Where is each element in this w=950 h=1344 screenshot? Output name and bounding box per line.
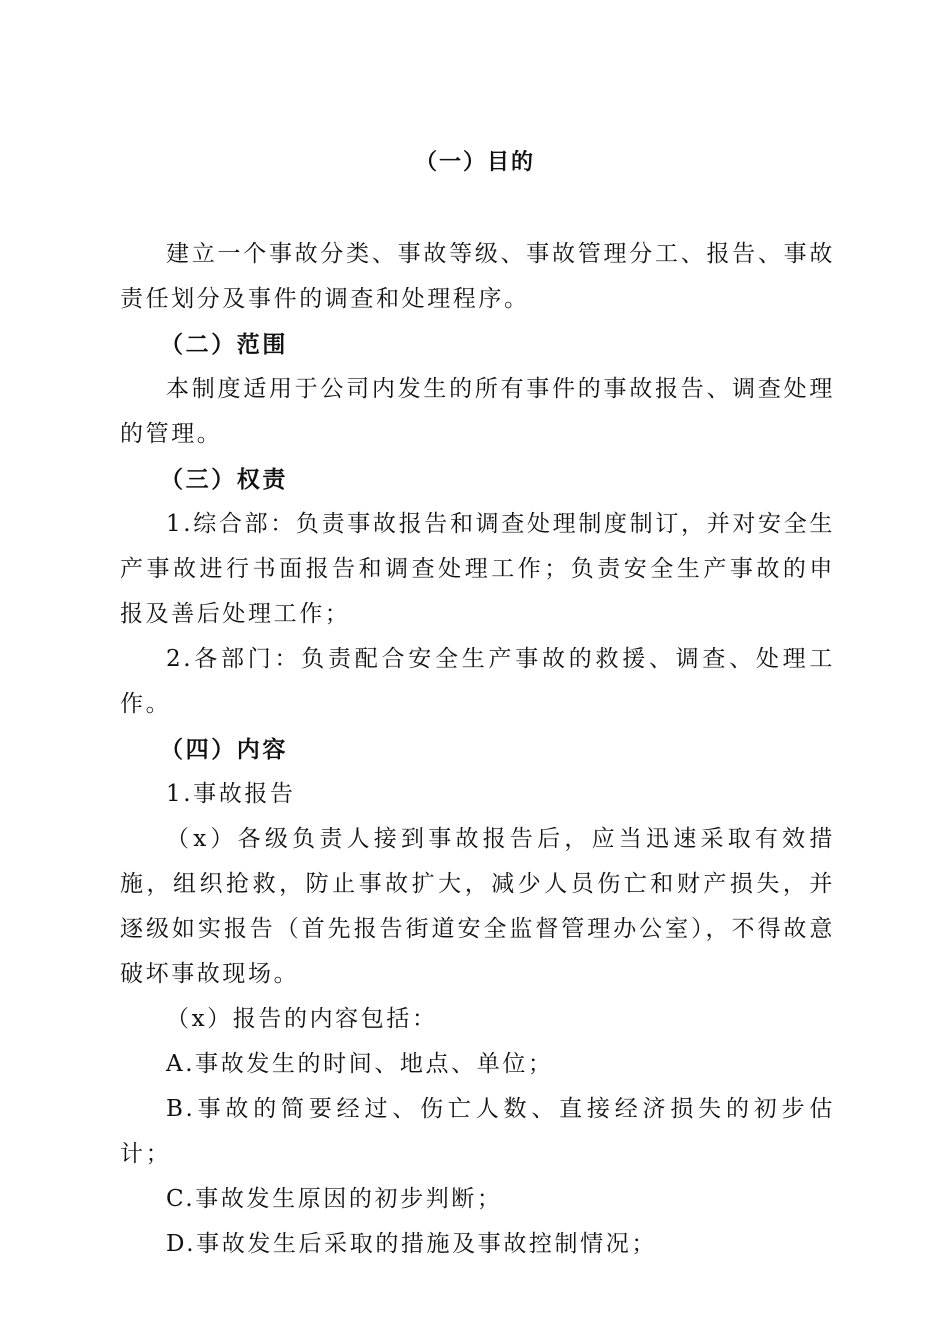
- purpose-paragraph: 建立一个事故分类、事故等级、事故管理分工、报告、事故责任划分及事件的调查和处理程序。: [120, 241, 835, 312]
- responsibility-item-2: 2.各部门：负责配合安全生产事故的救援、调查、处理工作。: [120, 646, 835, 717]
- content-heading: （四）内容: [160, 736, 288, 763]
- report-contents-item-a: A.事故发生的时间、地点、单位；: [166, 1051, 554, 1077]
- accident-report-subheading: 1.事故报告: [166, 781, 296, 807]
- document-body: [120, 232, 835, 1267]
- scope-heading: （二）范围: [160, 331, 288, 358]
- section-title: （一）目的: [414, 149, 535, 175]
- report-contents-intro: （x）报告的内容包括：: [166, 1006, 438, 1032]
- report-procedure-paragraph: （x）各级负责人接到事故报告后，应当迅速采取有效措施，组织抢救，防止事故扩大，减少人员伤亡和财产损失，并逐级如实报告（首先报告街道安全监督管理办公室），不得故意破坏事故现场。: [120, 826, 835, 987]
- responsibility-heading: （三）权责: [160, 466, 288, 493]
- scope-paragraph: 本制度适用于公司内发生的所有事件的事故报告、调查处理的管理。: [120, 376, 835, 447]
- report-contents-item-b: B.事故的简要经过、伤亡人数、直接经济损失的初步估计；: [120, 1096, 835, 1167]
- report-contents-item-c: C.事故发生原因的初步判断；: [166, 1186, 503, 1212]
- report-contents-item-d: D.事故发生后采取的措施及事故控制情况；: [166, 1231, 657, 1257]
- responsibility-item-1: 1.综合部：负责事故报告和调查处理制度制订，并对安全生产事故进行书面报告和调查处理工作；负责安全生产事故的申报及善后处理工作；: [120, 511, 835, 627]
